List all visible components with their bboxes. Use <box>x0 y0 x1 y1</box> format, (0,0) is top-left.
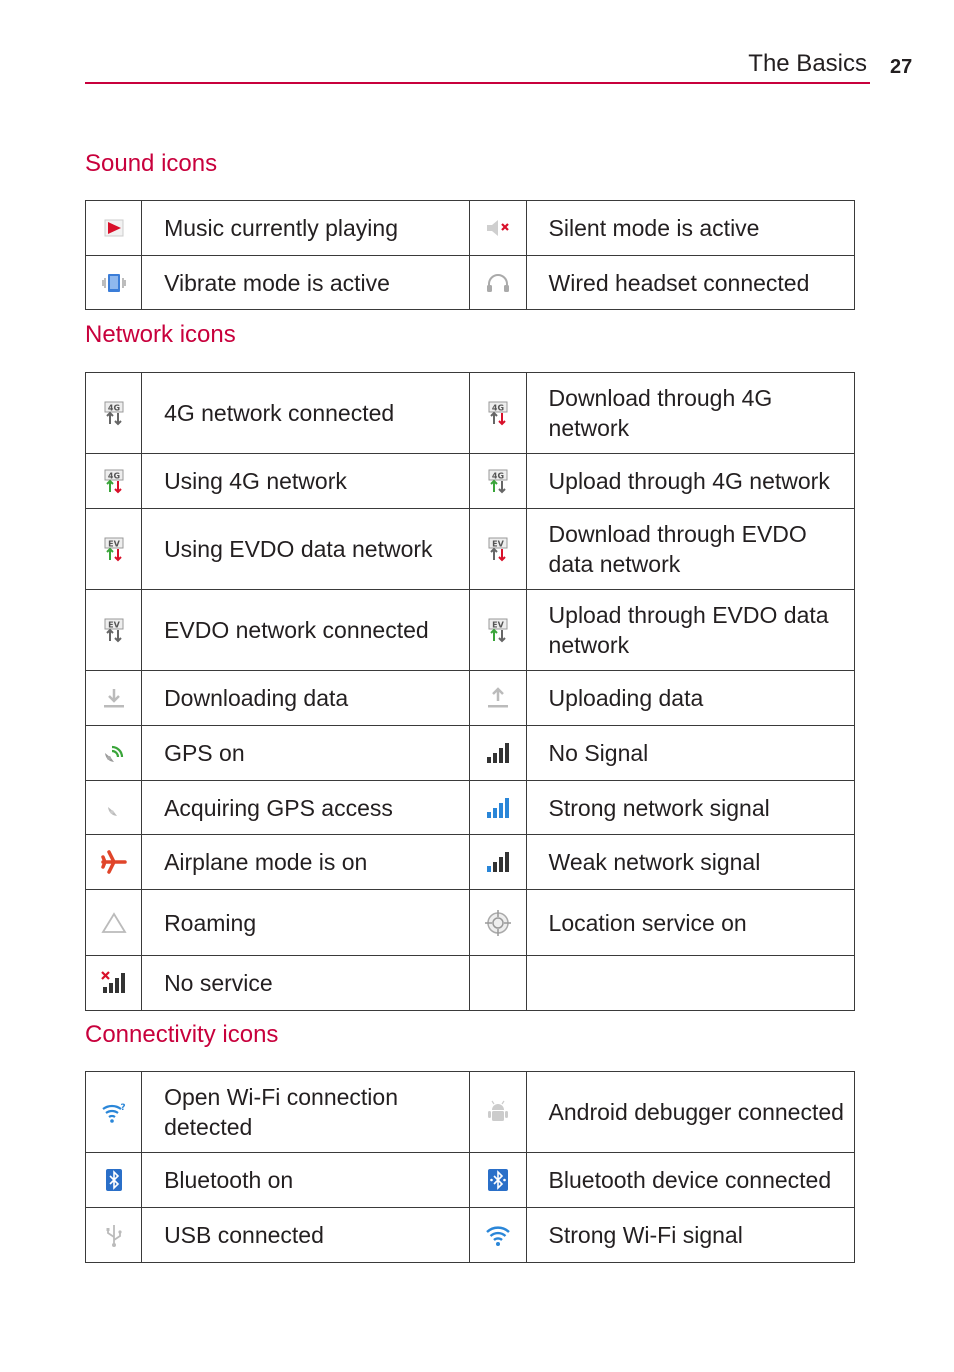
strong-wifi-icon <box>484 1221 512 1249</box>
weak-signal-icon <box>484 848 512 876</box>
page-number: 27 <box>890 56 913 78</box>
table-row <box>86 671 855 726</box>
table-row <box>86 726 855 781</box>
table-row <box>86 256 855 310</box>
table-row <box>86 1153 855 1208</box>
connectivity-label: Android debugger connected <box>526 1072 854 1153</box>
table-row <box>86 956 855 1011</box>
sound-label: Vibrate mode is active <box>142 256 470 310</box>
network-label: Roaming <box>142 890 470 956</box>
network-label <box>526 956 854 1011</box>
network-icons-table <box>85 372 855 1011</box>
network-label: No Signal <box>526 726 854 781</box>
downloading-icon <box>100 684 128 712</box>
network-label: Uploading data <box>526 671 854 726</box>
network-label: Location service on <box>526 890 854 956</box>
connectivity-label: Bluetooth device connected <box>526 1153 854 1208</box>
connectivity-label: Strong Wi-Fi signal <box>526 1208 854 1263</box>
network-label: Download through EVDO data network <box>526 509 854 590</box>
4g-connected-icon <box>100 399 128 427</box>
network-label: Using 4G network <box>142 454 470 509</box>
open-wifi-icon <box>100 1098 128 1126</box>
music-playing-icon <box>100 214 128 242</box>
svg-text:4G: 4G <box>107 471 120 481</box>
sound-label: Music currently playing <box>142 201 470 256</box>
silent-mode-icon <box>484 214 512 242</box>
network-label: EVDO network connected <box>142 590 470 671</box>
empty-cell <box>470 956 526 1011</box>
svg-text:4G: 4G <box>491 471 505 481</box>
connectivity-icons-table <box>85 1071 855 1263</box>
evdo-connected-icon <box>100 616 128 644</box>
svg-text:?: ? <box>119 1103 126 1113</box>
roaming-icon <box>100 909 128 937</box>
connectivity-label: Open Wi-Fi connection detected <box>142 1072 470 1153</box>
page-header <box>85 48 870 84</box>
bluetooth-connected-icon <box>484 1166 512 1194</box>
network-label: Airplane mode is on <box>142 835 470 890</box>
table-row <box>86 509 855 590</box>
vibrate-mode-icon <box>100 269 128 297</box>
table-row <box>86 373 855 454</box>
no-service-icon <box>100 969 128 997</box>
bluetooth-on-icon <box>100 1166 128 1194</box>
table-row <box>86 890 855 956</box>
evdo-download-icon <box>484 535 512 563</box>
sound-label: Silent mode is active <box>526 201 854 256</box>
wired-headset-icon <box>484 269 512 297</box>
4g-upload-icon <box>484 467 512 495</box>
location-service-icon <box>484 909 512 937</box>
network-label: Downloading data <box>142 671 470 726</box>
gps-acquiring-icon <box>100 794 128 822</box>
svg-text:EV: EV <box>492 620 504 630</box>
network-label: Acquiring GPS access <box>142 781 470 835</box>
network-label: Upload through EVDO data network <box>526 590 854 671</box>
connectivity-label: USB connected <box>142 1208 470 1263</box>
network-label: Weak network signal <box>526 835 854 890</box>
no-signal-icon <box>484 739 512 767</box>
4g-using-icon <box>100 467 128 495</box>
table-row <box>86 454 855 509</box>
svg-text:EV: EV <box>492 539 504 549</box>
evdo-upload-icon <box>484 616 512 644</box>
network-label: Using EVDO data network <box>142 509 470 590</box>
svg-text:4G: 4G <box>107 403 120 413</box>
network-label: 4G network connected <box>142 373 470 454</box>
table-row <box>86 590 855 671</box>
evdo-using-icon <box>100 535 128 563</box>
header-title: The Basics <box>748 50 867 77</box>
table-row <box>86 781 855 835</box>
uploading-icon <box>484 684 512 712</box>
gps-on-icon <box>100 739 128 767</box>
network-label: Strong network signal <box>526 781 854 835</box>
network-label: GPS on <box>142 726 470 781</box>
network-label: No service <box>142 956 470 1011</box>
network-label: Upload through 4G network <box>526 454 854 509</box>
table-row <box>86 201 855 256</box>
network-label: Download through 4G network <box>526 373 854 454</box>
strong-signal-icon <box>484 794 512 822</box>
connectivity-icons-title: Connectivity icons <box>85 1021 279 1048</box>
sound-label: Wired headset connected <box>526 256 854 310</box>
network-icons-title: Network icons <box>85 321 236 348</box>
sound-icons-title: Sound icons <box>85 150 218 177</box>
android-debugger-icon <box>484 1098 512 1126</box>
table-row <box>86 1072 855 1153</box>
sound-icons-table <box>85 200 855 310</box>
4g-download-icon <box>484 399 512 427</box>
svg-text:EV: EV <box>107 539 120 549</box>
usb-icon <box>100 1221 128 1249</box>
airplane-icon <box>100 848 128 876</box>
table-row <box>86 835 855 890</box>
connectivity-label: Bluetooth on <box>142 1153 470 1208</box>
svg-text:4G: 4G <box>491 403 505 413</box>
table-row <box>86 1208 855 1263</box>
svg-text:EV: EV <box>107 620 120 630</box>
